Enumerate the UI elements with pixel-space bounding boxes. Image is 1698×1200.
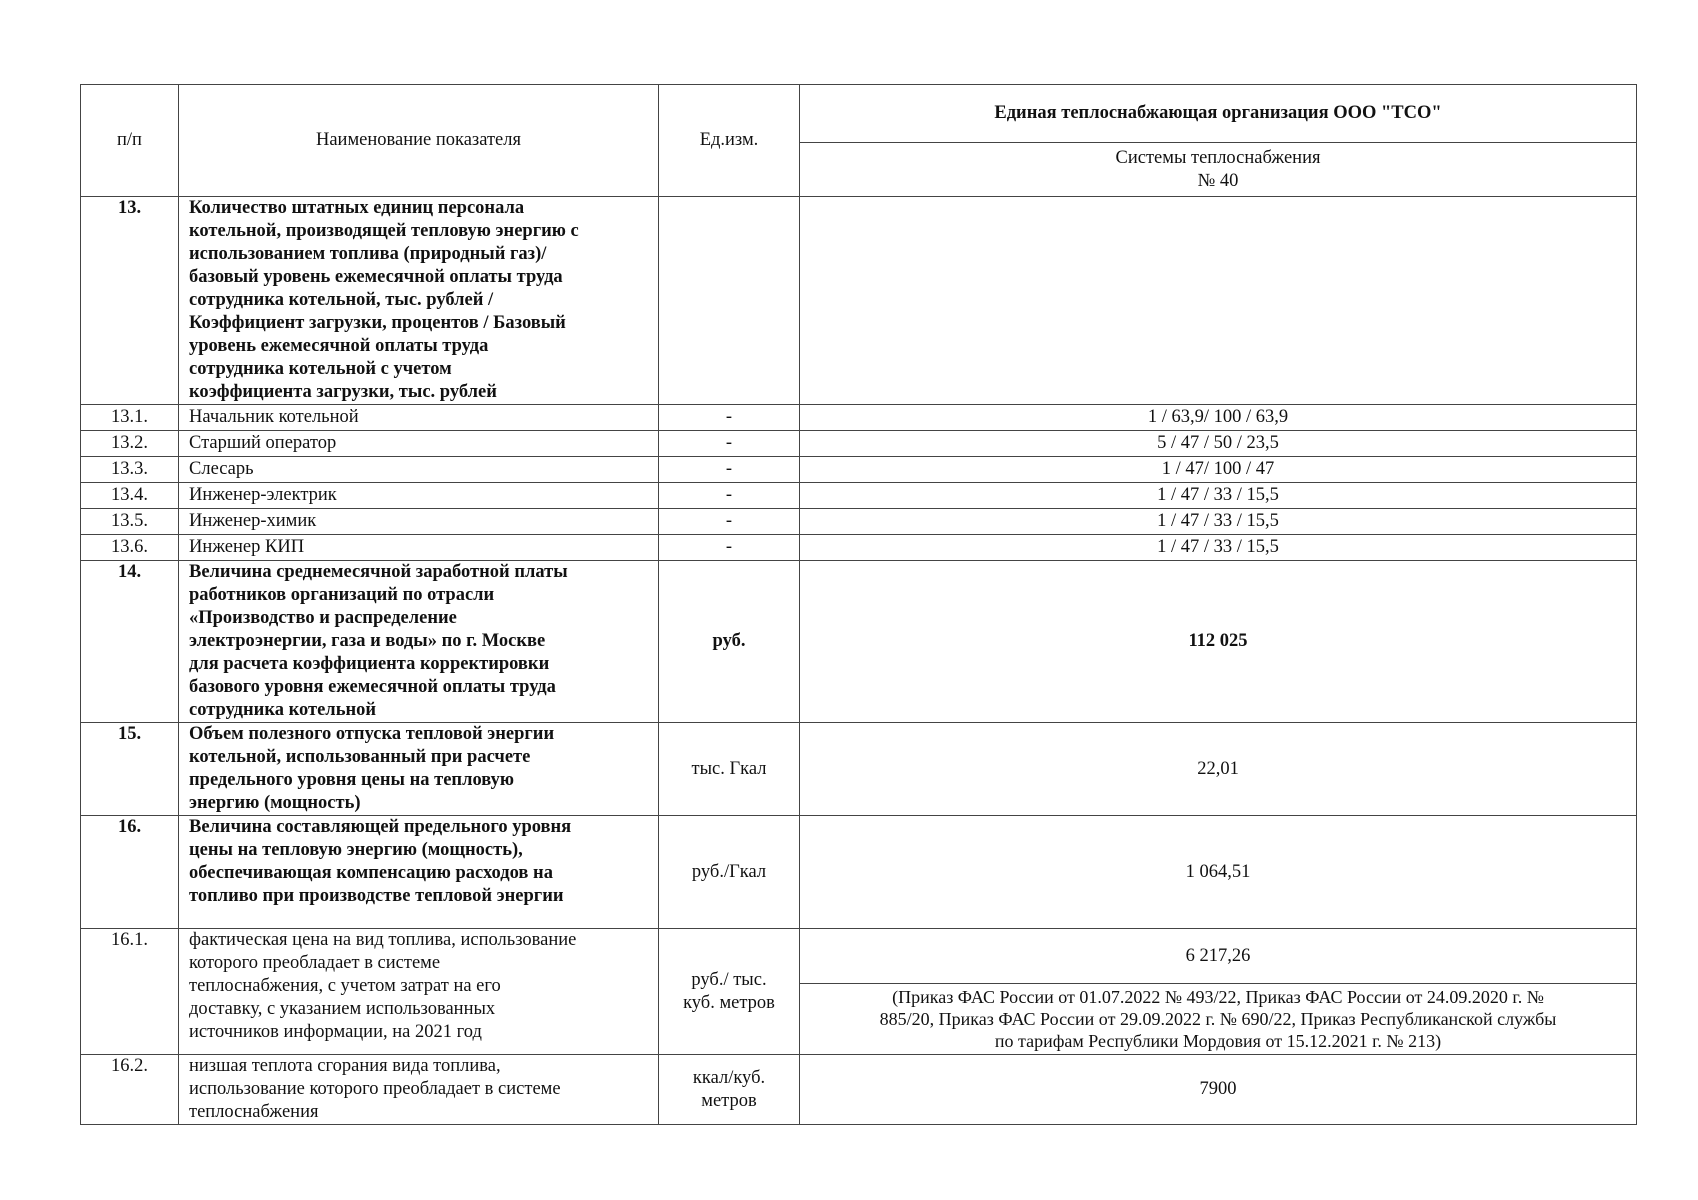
name-line: обеспечивающая компенсацию расходов на (189, 863, 553, 883)
row-unit: руб. (659, 561, 800, 723)
name-line: предельного уровня цены на тепловую (189, 770, 514, 790)
row-name (179, 929, 659, 1055)
name-line: уровень ежемесячной оплаты труда (189, 336, 489, 356)
header-system-line1: Системы теплоснабжения (1115, 147, 1321, 168)
name-line: Величина среднемесячной заработной платы (189, 562, 568, 582)
row-num: 16.2. (81, 1055, 179, 1125)
row-num: 16.1. (81, 929, 179, 1055)
row-value: 6 217,26 (800, 929, 1637, 984)
row-name: Инженер-электрик (179, 483, 659, 509)
name-line: работников организаций по отрасли (189, 585, 495, 605)
row-num: 13.5. (81, 509, 179, 535)
row-value: 1 064,51 (800, 816, 1637, 929)
row-value (800, 197, 1637, 405)
row-num: 15. (81, 723, 179, 816)
row-num: 14. (81, 561, 179, 723)
name-line: теплоснабжения, с учетом затрат на его (189, 976, 501, 996)
header-system-line2: № 40 (1197, 170, 1239, 191)
source-line: 885/20, Приказ ФАС России от 29.09.2022 г. № 690/22, Приказ Республиканской службы (879, 1009, 1557, 1029)
name-line: Коэффициент загрузки, процентов / Базовый (189, 313, 566, 333)
row-unit: - (659, 431, 800, 457)
name-line: «Производство и распределение (189, 608, 457, 628)
unit-line: ккал/куб. (692, 1067, 766, 1088)
row-value: 7900 (800, 1055, 1637, 1125)
row-name: Инженер КИП (179, 535, 659, 561)
row-unit: - (659, 483, 800, 509)
row-num: 13. (81, 197, 179, 405)
header-unit: Ед.изм. (659, 85, 800, 197)
row-name (179, 197, 659, 405)
table-row-13-6 (81, 535, 1637, 561)
row-name (179, 816, 659, 929)
row-name: Инженер-химик (179, 509, 659, 535)
row-name: Начальник котельной (179, 405, 659, 431)
name-line: Объем полезного отпуска тепловой энергии (189, 724, 555, 744)
name-line: сотрудника котельной, тыс. рублей / (189, 290, 494, 310)
row-unit: - (659, 509, 800, 535)
name-line: которого преобладает в системе (189, 953, 441, 973)
row-name (179, 561, 659, 723)
header-row-1 (81, 85, 1637, 143)
row-unit (659, 929, 800, 1055)
name-line: котельной, использованный при расчете (189, 747, 531, 767)
row-value: 1 / 47/ 100 / 47 (800, 457, 1637, 483)
name-line: базового уровня ежемесячной оплаты труда (189, 677, 556, 697)
row-unit: тыс. Гкал (659, 723, 800, 816)
table-row-13-1 (81, 405, 1637, 431)
header-num: п/п (81, 85, 179, 197)
table-row-14 (81, 561, 1637, 723)
name-line: для расчета коэффициента корректировки (189, 654, 550, 674)
table-row-16-2 (81, 1055, 1637, 1125)
row-unit: - (659, 405, 800, 431)
unit-line: метров (701, 1090, 757, 1111)
source-line: (Приказ ФАС России от 01.07.2022 № 493/22, Приказ ФАС России от 24.09.2020 г. № (892, 987, 1544, 1007)
row-unit: руб./Гкал (659, 816, 800, 929)
row-num: 13.6. (81, 535, 179, 561)
row-value: 1 / 47 / 33 / 15,5 (800, 509, 1637, 535)
table-row-15 (81, 723, 1637, 816)
row-name (179, 723, 659, 816)
row-value: 1 / 63,9/ 100 / 63,9 (800, 405, 1637, 431)
row-name (179, 1055, 659, 1125)
name-line: фактическая цена на вид топлива, использование (189, 930, 577, 950)
header-system (800, 143, 1637, 197)
row-unit (659, 197, 800, 405)
row-name: Слесарь (179, 457, 659, 483)
unit-line: руб./ тыс. (691, 969, 767, 990)
row-unit (659, 1055, 800, 1125)
row-num: 13.2. (81, 431, 179, 457)
table-row-13-3 (81, 457, 1637, 483)
name-line: Величина составляющей предельного уровня (189, 817, 572, 837)
name-line: низшая теплота сгорания вида топлива, (189, 1056, 501, 1076)
table-row-16 (81, 816, 1637, 929)
name-line: топливо при производстве тепловой энергии (189, 886, 564, 906)
row-unit: - (659, 535, 800, 561)
name-line: источников информации, на 2021 год (189, 1022, 482, 1042)
name-line: коэффициента загрузки, тыс. рублей (189, 382, 497, 402)
row-value: 112 025 (800, 561, 1637, 723)
name-line: сотрудника котельной (189, 700, 377, 720)
name-line: энергию (мощность) (189, 793, 361, 813)
header-name: Наименование показателя (179, 85, 659, 197)
name-line: доставку, с указанием использованных (189, 999, 496, 1019)
name-line: сотрудника котельной с учетом (189, 359, 452, 379)
indicator-table (80, 84, 1637, 1125)
table-row-16-1 (81, 929, 1637, 984)
name-line: использование которого преобладает в системе (189, 1079, 561, 1099)
row-value: 22,01 (800, 723, 1637, 816)
row-value: 5 / 47 / 50 / 23,5 (800, 431, 1637, 457)
header-org-title: Единая теплоснабжающая организация ООО "ТСО" (800, 85, 1637, 143)
row-name: Старший оператор (179, 431, 659, 457)
table-row-13-5 (81, 509, 1637, 535)
name-line: электроэнергии, газа и воды» по г. Москве (189, 631, 546, 651)
row-value: 1 / 47 / 33 / 15,5 (800, 483, 1637, 509)
row-value: 1 / 47 / 33 / 15,5 (800, 535, 1637, 561)
name-line: цены на тепловую энергию (мощность), (189, 840, 523, 860)
source-line: по тарифам Республики Мордовия от 15.12.2021 г. № 213) (994, 1031, 1442, 1051)
row-num: 13.1. (81, 405, 179, 431)
name-line: Количество штатных единиц персонала (189, 198, 525, 218)
name-line: теплоснабжения (189, 1102, 319, 1122)
row-num: 13.3. (81, 457, 179, 483)
name-line: котельной, производящей тепловую энергию с (189, 221, 579, 241)
unit-line: куб. метров (683, 992, 775, 1013)
row-num: 13.4. (81, 483, 179, 509)
name-line: базовый уровень ежемесячной оплаты труда (189, 267, 563, 287)
row-unit: - (659, 457, 800, 483)
row-source (800, 984, 1637, 1055)
table-row-13-2 (81, 431, 1637, 457)
name-line: использованием топлива (природный газ)/ (189, 244, 547, 264)
table-row-13-4 (81, 483, 1637, 509)
row-num: 16. (81, 816, 179, 929)
table-row-13 (81, 197, 1637, 405)
